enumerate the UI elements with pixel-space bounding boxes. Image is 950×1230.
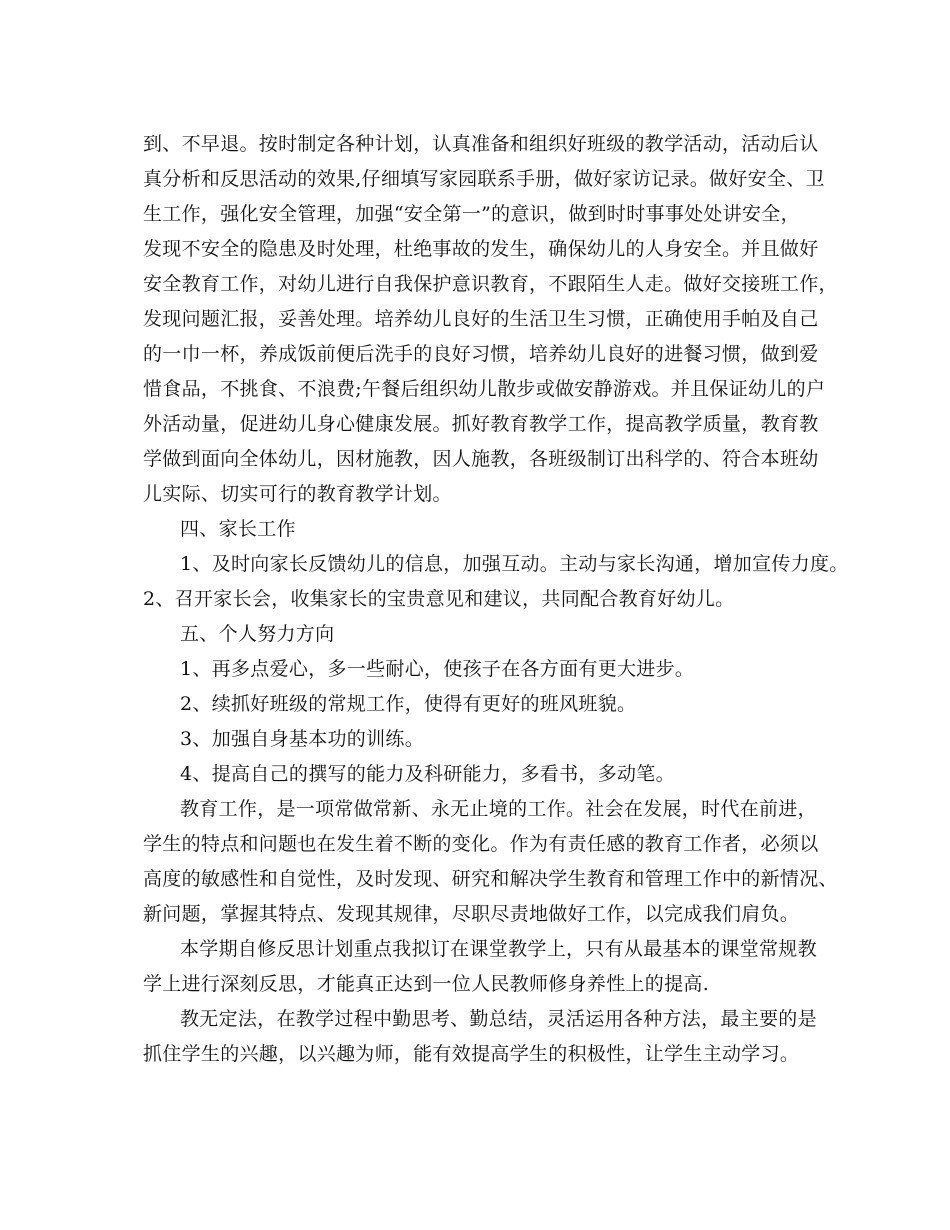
text-line: 抓住学生的兴趣，以兴趣为师，能有效提高学生的积极性，让学生主动学习。 [143, 1043, 800, 1065]
text-line: 1、及时向家长反馈幼儿的信息，加强互动。主动与家长沟通，增加宣传力度。 [180, 553, 849, 575]
text-line: 生工作，强化安全管理，加强“安全第一”的意识，做到时时事事处处讲安全， [143, 203, 800, 225]
text-line: 2、续抓好班级的常规工作，使得有更好的班风班貌。 [180, 693, 637, 715]
text-line: 到、不早退。按时制定各种计划，认真准备和组织好班级的教学活动，活动后认 [143, 133, 819, 155]
text-line: 的一巾一杯，养成饭前便后洗手的良好习惯，培养幼儿良好的进餐习惯，做到爱 [143, 343, 819, 365]
text-line: 发现问题汇报，妥善处理。培养幼儿良好的生活卫生习惯，正确使用手帕及自己 [143, 308, 819, 330]
text-line: 1、再多点爱心，多一些耐心，使孩子在各方面有更大进步。 [180, 658, 695, 680]
text-line: 4、提高自己的撰写的能力及科研能力，多看书，多动笔。 [180, 763, 675, 785]
text-line: 2、召开家长会，收集家长的宝贵意见和建议，共同配合教育好幼儿。 [143, 588, 735, 610]
section-heading: 五、个人努力方向 [180, 623, 335, 645]
text-line: 本学期自修反思计划重点我拟订在课堂教学上，只有从最基本的课堂常规教 [180, 938, 817, 960]
text-line: 教育工作，是一项常做常新、永无止境的工作。社会在发展，时代在前进， [180, 798, 817, 820]
text-line: 学做到面向全体幼儿，因材施教，因人施教，各班级制订出科学的、符合本班幼 [143, 448, 819, 470]
text-line: 真分析和反思活动的效果,仔细填写家园联系手册，做好家访记录。做好安全、卫 [143, 168, 825, 190]
section-heading: 四、家长工作 [180, 518, 296, 540]
text-line: 3、加强自身基本功的训练。 [180, 728, 424, 750]
text-line: 高度的敏感性和自觉性，及时发现、研究和解决学生教育和管理工作中的新情况、 [143, 868, 838, 890]
text-line: 教无定法，在教学过程中勤思考、勤总结，灵活运用各种方法，最主要的是 [180, 1008, 817, 1030]
text-line: 发现不安全的隐患及时处理，杜绝事故的发生，确保幼儿的人身安全。并且做好 [143, 238, 819, 260]
text-line: 新问题，掌握其特点、发现其规律，尽职尽责地做好工作，以完成我们肩负。 [143, 903, 800, 925]
text-line: 外活动量，促进幼儿身心健康发展。抓好教育教学工作，提高教学质量，教育教 [143, 413, 819, 435]
text-line: 安全教育工作，对幼儿进行自我保护意识教育，不跟陌生人走。做好交接班工作， [143, 273, 838, 295]
text-line: 学生的特点和问题也在发生着不断的变化。作为有责任感的教育工作者，必须以 [143, 833, 819, 855]
text-line: 学上进行深刻反思，才能真正达到一位人民教师修身养性上的提高. [143, 973, 710, 995]
text-line: 儿实际、切实可行的教育教学计划。 [143, 483, 452, 505]
text-line: 惜食品，不挑食、不浪费;午餐后组织幼儿散步或做安静游戏。并且保证幼儿的户 [143, 378, 826, 400]
